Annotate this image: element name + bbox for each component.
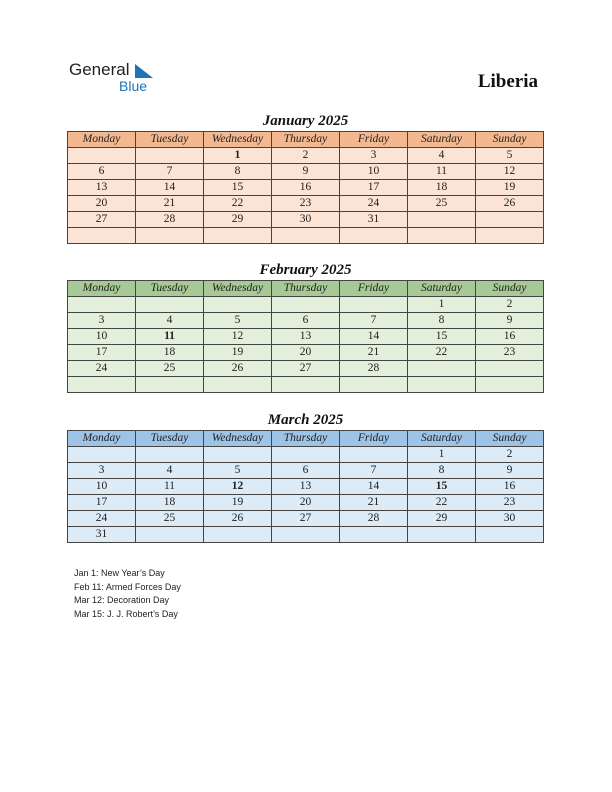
day-cell: 14 (340, 329, 408, 345)
week-row (68, 148, 544, 164)
empty-day-cell (68, 447, 136, 463)
day-cell: 10 (340, 164, 408, 180)
logo-text-general: General (69, 60, 130, 79)
day-cell: 25 (136, 361, 204, 377)
empty-day-cell (204, 377, 272, 393)
weekday-header: Sunday (476, 431, 544, 447)
weekday-header: Monday (68, 132, 136, 148)
day-cell: 1 (408, 297, 476, 313)
day-cell: 18 (136, 495, 204, 511)
day-cell: 17 (68, 345, 136, 361)
day-cell: 15 (204, 180, 272, 196)
week-row (68, 180, 544, 196)
weekday-header: Thursday (272, 281, 340, 297)
week-row (68, 212, 544, 228)
weekday-header: Sunday (476, 132, 544, 148)
empty-day-cell (204, 297, 272, 313)
weekday-header: Friday (340, 281, 408, 297)
empty-day-cell (204, 447, 272, 463)
day-cell: 16 (476, 329, 544, 345)
day-cell: 28 (340, 511, 408, 527)
weekday-header-row (68, 431, 544, 447)
empty-day-cell (68, 297, 136, 313)
weekday-header: Wednesday (204, 281, 272, 297)
day-cell: 26 (476, 196, 544, 212)
calendar-table (67, 131, 544, 244)
empty-day-cell (340, 377, 408, 393)
weekday-header: Sunday (476, 281, 544, 297)
day-cell: 10 (68, 479, 136, 495)
calendar-table (67, 280, 544, 393)
day-cell: 20 (272, 495, 340, 511)
weekday-header: Saturday (408, 132, 476, 148)
empty-day-cell (340, 228, 408, 244)
day-cell: 19 (476, 180, 544, 196)
day-cell: 5 (476, 148, 544, 164)
day-cell: 2 (272, 148, 340, 164)
day-cell: 22 (408, 345, 476, 361)
week-row (68, 377, 544, 393)
day-cell: 6 (272, 463, 340, 479)
weekday-header: Thursday (272, 132, 340, 148)
day-cell: 26 (204, 511, 272, 527)
empty-day-cell (68, 228, 136, 244)
empty-day-cell (272, 377, 340, 393)
empty-day-cell (68, 377, 136, 393)
logo-triangle-icon (135, 64, 153, 78)
day-cell: 30 (476, 511, 544, 527)
day-cell: 13 (272, 479, 340, 495)
week-row (68, 329, 544, 345)
day-cell: 10 (68, 329, 136, 345)
day-cell: 4 (136, 313, 204, 329)
day-cell: 4 (408, 148, 476, 164)
empty-day-cell (136, 228, 204, 244)
empty-day-cell (408, 212, 476, 228)
month-title: March 2025 (267, 412, 344, 428)
day-cell: 12 (204, 329, 272, 345)
empty-day-cell (408, 527, 476, 543)
day-cell: 30 (272, 212, 340, 228)
day-cell: 20 (68, 196, 136, 212)
empty-day-cell (476, 228, 544, 244)
country-title: Liberia (477, 71, 538, 92)
week-row (68, 313, 544, 329)
weekday-header: Wednesday (204, 431, 272, 447)
week-row (68, 463, 544, 479)
day-cell: 27 (272, 511, 340, 527)
day-cell: 19 (204, 495, 272, 511)
empty-day-cell (476, 212, 544, 228)
day-cell: 11 (136, 479, 204, 495)
calendar-table (67, 430, 544, 543)
day-cell: 24 (340, 196, 408, 212)
day-cell: 18 (136, 345, 204, 361)
empty-day-cell (136, 377, 204, 393)
day-cell: 22 (204, 196, 272, 212)
empty-day-cell (408, 361, 476, 377)
empty-day-cell (408, 228, 476, 244)
empty-day-cell (136, 148, 204, 164)
day-cell: 29 (408, 511, 476, 527)
day-cell: 12 (204, 479, 272, 495)
day-cell: 14 (340, 479, 408, 495)
weekday-header: Monday (68, 281, 136, 297)
week-row (68, 527, 544, 543)
day-cell: 25 (136, 511, 204, 527)
day-cell: 15 (408, 329, 476, 345)
weekday-header: Tuesday (136, 281, 204, 297)
month-title: January 2025 (262, 113, 349, 129)
week-row (68, 164, 544, 180)
day-cell: 25 (408, 196, 476, 212)
day-cell: 18 (408, 180, 476, 196)
day-cell: 13 (272, 329, 340, 345)
week-row (68, 447, 544, 463)
day-cell: 11 (408, 164, 476, 180)
day-cell: 27 (272, 361, 340, 377)
day-cell: 5 (204, 463, 272, 479)
day-cell: 8 (408, 313, 476, 329)
day-cell: 9 (272, 164, 340, 180)
month-march (67, 410, 544, 543)
day-cell: 19 (204, 345, 272, 361)
month-february (67, 260, 544, 393)
week-row (68, 297, 544, 313)
day-cell: 7 (340, 313, 408, 329)
day-cell: 9 (476, 463, 544, 479)
day-cell: 24 (68, 511, 136, 527)
month-title: February 2025 (259, 262, 352, 278)
week-row (68, 228, 544, 244)
day-cell: 17 (340, 180, 408, 196)
day-cell: 16 (272, 180, 340, 196)
weekday-header: Tuesday (136, 132, 204, 148)
week-row (68, 511, 544, 527)
day-cell: 15 (408, 479, 476, 495)
day-cell: 8 (204, 164, 272, 180)
day-cell: 21 (136, 196, 204, 212)
day-cell: 23 (476, 495, 544, 511)
day-cell: 23 (272, 196, 340, 212)
day-cell: 7 (340, 463, 408, 479)
day-cell: 20 (272, 345, 340, 361)
day-cell: 21 (340, 495, 408, 511)
holiday-notes (74, 567, 181, 621)
week-row (68, 479, 544, 495)
holiday-note: Mar 12: Decoration Day (74, 595, 170, 605)
empty-day-cell (204, 228, 272, 244)
day-cell: 1 (408, 447, 476, 463)
month-january (67, 111, 544, 244)
weekday-header-row (68, 132, 544, 148)
day-cell: 21 (340, 345, 408, 361)
day-cell: 28 (136, 212, 204, 228)
empty-day-cell (68, 148, 136, 164)
day-cell: 3 (68, 313, 136, 329)
day-cell: 11 (136, 329, 204, 345)
week-row (68, 495, 544, 511)
holiday-note: Jan 1: New Year’s Day (74, 568, 165, 578)
day-cell: 2 (476, 447, 544, 463)
holiday-note: Mar 15: J. J. Robert’s Day (74, 608, 178, 619)
day-cell: 5 (204, 313, 272, 329)
empty-day-cell (204, 527, 272, 543)
weekday-header: Friday (340, 132, 408, 148)
week-row (68, 361, 544, 377)
day-cell: 4 (136, 463, 204, 479)
empty-day-cell (136, 297, 204, 313)
empty-day-cell (136, 527, 204, 543)
empty-day-cell (272, 297, 340, 313)
day-cell: 8 (408, 463, 476, 479)
empty-day-cell (340, 527, 408, 543)
day-cell: 16 (476, 479, 544, 495)
day-cell: 28 (340, 361, 408, 377)
empty-day-cell (272, 228, 340, 244)
day-cell: 7 (136, 164, 204, 180)
day-cell: 27 (68, 212, 136, 228)
day-cell: 3 (68, 463, 136, 479)
weekday-header: Wednesday (204, 132, 272, 148)
day-cell: 22 (408, 495, 476, 511)
day-cell: 14 (136, 180, 204, 196)
week-row (68, 345, 544, 361)
weekday-header: Saturday (408, 431, 476, 447)
day-cell: 31 (68, 527, 136, 543)
empty-day-cell (340, 297, 408, 313)
empty-day-cell (476, 361, 544, 377)
empty-day-cell (272, 447, 340, 463)
day-cell: 6 (68, 164, 136, 180)
weekday-header: Tuesday (136, 431, 204, 447)
weekday-header: Thursday (272, 431, 340, 447)
day-cell: 13 (68, 180, 136, 196)
day-cell: 17 (68, 495, 136, 511)
day-cell: 26 (204, 361, 272, 377)
day-cell: 29 (204, 212, 272, 228)
day-cell: 31 (340, 212, 408, 228)
day-cell: 6 (272, 313, 340, 329)
day-cell: 9 (476, 313, 544, 329)
weekday-header: Friday (340, 431, 408, 447)
empty-day-cell (340, 447, 408, 463)
day-cell: 2 (476, 297, 544, 313)
week-row (68, 196, 544, 212)
logo-text-blue: Blue (119, 78, 148, 94)
weekday-header-row (68, 281, 544, 297)
weekday-header: Saturday (408, 281, 476, 297)
empty-day-cell (408, 377, 476, 393)
day-cell: 12 (476, 164, 544, 180)
empty-day-cell (476, 377, 544, 393)
day-cell: 3 (340, 148, 408, 164)
day-cell: 24 (68, 361, 136, 377)
day-cell: 1 (204, 148, 272, 164)
empty-day-cell (136, 447, 204, 463)
day-cell: 23 (476, 345, 544, 361)
generalblue-logo (69, 60, 159, 96)
empty-day-cell (272, 527, 340, 543)
empty-day-cell (476, 527, 544, 543)
weekday-header: Monday (68, 431, 136, 447)
holiday-note: Feb 11: Armed Forces Day (74, 581, 181, 592)
